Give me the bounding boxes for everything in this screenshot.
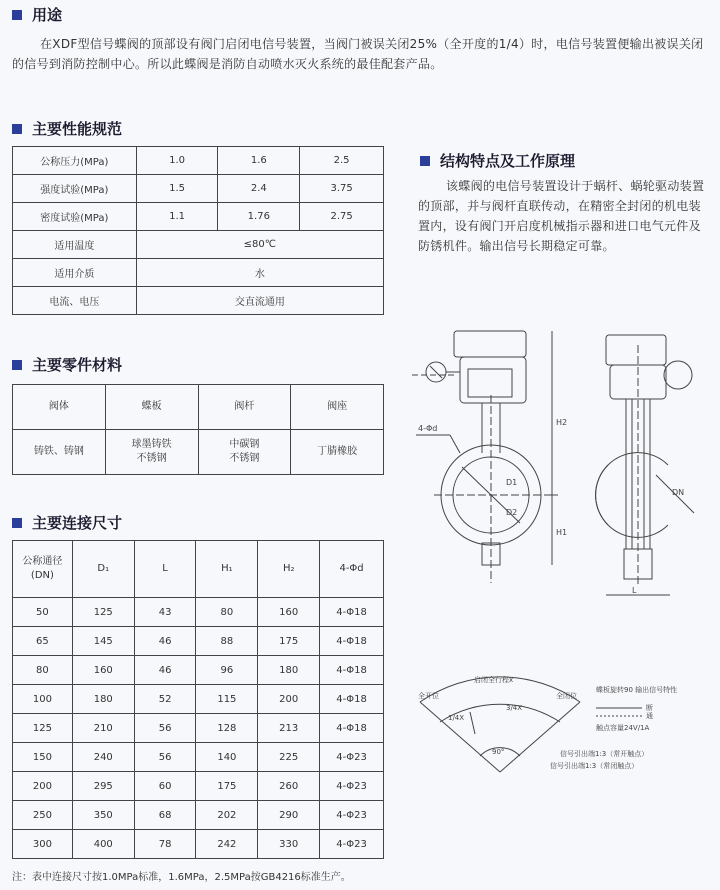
table-row <box>13 430 384 475</box>
legend-connect: 通 <box>646 712 653 720</box>
spec-cell: 水 <box>136 259 383 287</box>
spec-table <box>12 146 384 315</box>
legend-signal-a: 信号引出端1:3（常开触点） <box>560 750 649 758</box>
spec-cell: 1.1 <box>136 203 218 231</box>
dims-cell: 160 <box>72 656 134 685</box>
usage-heading <box>12 4 62 25</box>
spec-cell: ≤80℃ <box>136 231 383 259</box>
label-full-open: 全开位 <box>418 692 439 700</box>
dims-cell: 4-Φ23 <box>320 772 384 801</box>
dims-header: H₁ <box>196 541 258 598</box>
heading-square-icon <box>12 518 22 528</box>
materials-header: 阀杆 <box>198 385 291 430</box>
dims-cell: 56 <box>134 714 196 743</box>
dims-cell: 330 <box>258 830 320 859</box>
spec-label: 适用温度 <box>13 231 137 259</box>
materials-cell: 铸铁、铸钢 <box>13 430 106 475</box>
dims-cell: 4-Φ23 <box>320 743 384 772</box>
dims-cell: 56 <box>134 743 196 772</box>
spec-cell: 2.75 <box>300 203 384 231</box>
structure-text: 该蝶阀的电信号装置设计于蜗杆、蜗轮驱动装置的顶部，并与阀杆直联传动，在精密全封闭的机电装置内，设有阀门开启度机械指示器和进口电气元件及防锈机件。输出信号长期稳定可靠。 <box>418 179 705 253</box>
table-row <box>13 772 384 801</box>
dims-cell: 4-Φ18 <box>320 685 384 714</box>
dims-cell: 43 <box>134 598 196 627</box>
spec-cell: 2.4 <box>218 175 300 203</box>
spec-cell: 3.75 <box>300 175 384 203</box>
label-dn: DN <box>672 488 685 497</box>
dims-cell: 300 <box>13 830 73 859</box>
side-bottom <box>624 549 652 579</box>
dims-cell: 295 <box>72 772 134 801</box>
dims-cell: 46 <box>134 627 196 656</box>
legend-signal-b: 信号引出端1:3（常闭触点） <box>550 762 639 770</box>
label-quarter: 1/4X <box>448 714 465 722</box>
valve-drawing <box>410 325 710 605</box>
dims-header: 4-Φd <box>320 541 384 598</box>
spec-cell: 2.5 <box>300 147 384 175</box>
dims-cell: 180 <box>72 685 134 714</box>
dims-cell: 68 <box>134 801 196 830</box>
table-row <box>13 231 384 259</box>
spec-cell: 1.6 <box>218 147 300 175</box>
spec-title: 主要性能规范 <box>32 120 123 138</box>
dims-cell: 115 <box>196 685 258 714</box>
dims-cell: 145 <box>72 627 134 656</box>
dims-cell: 225 <box>258 743 320 772</box>
dims-cell: 4-Φ23 <box>320 830 384 859</box>
dims-cell: 4-Φ18 <box>320 627 384 656</box>
dims-cell: 80 <box>196 598 258 627</box>
legend-output: 蝶板旋转90 输出信号特性 <box>596 686 678 694</box>
dims-cell: 200 <box>258 685 320 714</box>
spec-heading <box>12 118 122 139</box>
usage-title: 用途 <box>32 6 63 24</box>
dims-cell: 100 <box>13 685 73 714</box>
footnote: 注：表中连接尺寸按1.0MPa标准，1.6MPa，2.5MPa按GB4216标准生产。 <box>12 872 351 883</box>
table-row <box>13 147 384 175</box>
label-bolt: 4-Φd <box>418 424 438 433</box>
dims-cell: 350 <box>72 801 134 830</box>
label-d2: D2 <box>506 508 518 517</box>
materials-header: 阀体 <box>13 385 106 430</box>
dims-cell: 200 <box>13 772 73 801</box>
table-row <box>13 541 384 598</box>
materials-cell: 丁腈橡胶 <box>291 430 384 475</box>
spec-label: 适用介质 <box>13 259 137 287</box>
dims-header: D₁ <box>72 541 134 598</box>
structure-heading <box>420 150 575 171</box>
label-h1: H1 <box>556 528 568 537</box>
dims-cell: 4-Φ18 <box>320 598 384 627</box>
dims-cell: 46 <box>134 656 196 685</box>
spec-label: 密度试验(MPa) <box>13 203 137 231</box>
side-actuator-cap <box>606 335 666 365</box>
label-d1: D1 <box>506 478 518 487</box>
spec-cell: 交直流通用 <box>136 287 383 315</box>
dims-cell: 60 <box>134 772 196 801</box>
label-l: L <box>632 586 637 595</box>
dims-cell: 202 <box>196 801 258 830</box>
spec-cell: 1.0 <box>136 147 218 175</box>
dims-header: 公称通径 (DN) <box>13 541 73 598</box>
dims-cell: 78 <box>134 830 196 859</box>
dims-cell: 240 <box>72 743 134 772</box>
dims-cell: 400 <box>72 830 134 859</box>
dims-cell: 88 <box>196 627 258 656</box>
usage-text: 在XDF型信号蝶阀的顶部设有阀门启闭电信号装置，当阀门被误关闭25%（全开度的1/4）时，电信号装置便输出被误关闭的信号到消防控制中心。所以此蝶阀是消防自动喷水灭火系统的最佳配套产品。 <box>12 37 704 71</box>
actuator-body <box>460 357 526 403</box>
materials-header: 阀座 <box>291 385 384 430</box>
table-row <box>13 743 384 772</box>
dims-cell: 128 <box>196 714 258 743</box>
spec-cell: 1.5 <box>136 175 218 203</box>
materials-title: 主要零件材料 <box>32 356 123 374</box>
actuator-window <box>468 369 512 397</box>
dims-cell: 180 <box>258 656 320 685</box>
table-row <box>13 385 384 430</box>
dims-cell: 160 <box>258 598 320 627</box>
legend-capacity: 触点容量24V/1A <box>596 724 650 732</box>
dims-cell: 80 <box>13 656 73 685</box>
table-row <box>13 598 384 627</box>
dims-title: 主要连接尺寸 <box>32 514 123 532</box>
dims-cell: 125 <box>13 714 73 743</box>
dims-cell: 210 <box>72 714 134 743</box>
spec-cell: 1.76 <box>218 203 300 231</box>
spec-label: 强度试验(MPa) <box>13 175 137 203</box>
label-h2: H2 <box>556 418 568 427</box>
table-row <box>13 714 384 743</box>
dims-cell: 140 <box>196 743 258 772</box>
spec-label: 公称压力(MPa) <box>13 147 137 175</box>
materials-heading <box>12 354 122 375</box>
table-row <box>13 801 384 830</box>
dims-cell: 260 <box>258 772 320 801</box>
structure-title: 结构特点及工作原理 <box>440 152 576 170</box>
heading-square-icon <box>420 156 430 166</box>
dims-cell: 290 <box>258 801 320 830</box>
heading-square-icon <box>12 10 22 20</box>
dims-cell: 175 <box>258 627 320 656</box>
table-row <box>13 175 384 203</box>
materials-cell: 球墨铸铁 不锈钢 <box>105 430 198 475</box>
heading-square-icon <box>12 124 22 134</box>
side-handwheel <box>664 361 692 389</box>
label-full-close: 全闭位 <box>556 692 577 700</box>
dims-cell: 4-Φ18 <box>320 656 384 685</box>
table-row <box>13 259 384 287</box>
dims-cell: 150 <box>13 743 73 772</box>
dims-header: L <box>134 541 196 598</box>
table-row <box>13 203 384 231</box>
materials-cell: 中碳钢 不锈钢 <box>198 430 291 475</box>
dims-cell: 242 <box>196 830 258 859</box>
table-row <box>13 287 384 315</box>
dims-cell: 4-Φ23 <box>320 801 384 830</box>
legend-break: 断 <box>646 704 653 712</box>
dims-heading <box>12 512 122 533</box>
dims-header: H₂ <box>258 541 320 598</box>
actuator-cap <box>454 331 526 357</box>
signal-diagram <box>410 672 710 782</box>
label-angle: 90° <box>492 748 505 756</box>
dims-cell: 4-Φ18 <box>320 714 384 743</box>
label-three-quarter: 3/4X <box>506 704 523 712</box>
materials-header: 蝶板 <box>105 385 198 430</box>
label-full-travel: 启闭全行程x <box>474 676 514 684</box>
table-row <box>13 830 384 859</box>
dims-cell: 96 <box>196 656 258 685</box>
dims-cell: 52 <box>134 685 196 714</box>
dims-cell: 250 <box>13 801 73 830</box>
dims-cell: 213 <box>258 714 320 743</box>
dims-table <box>12 540 384 859</box>
table-row <box>13 685 384 714</box>
dims-cell: 175 <box>196 772 258 801</box>
heading-square-icon <box>12 360 22 370</box>
table-row <box>13 656 384 685</box>
dims-cell: 125 <box>72 598 134 627</box>
table-row <box>13 627 384 656</box>
materials-table <box>12 384 384 475</box>
dims-cell: 50 <box>13 598 73 627</box>
spec-label: 电流、电压 <box>13 287 137 315</box>
dims-cell: 65 <box>13 627 73 656</box>
